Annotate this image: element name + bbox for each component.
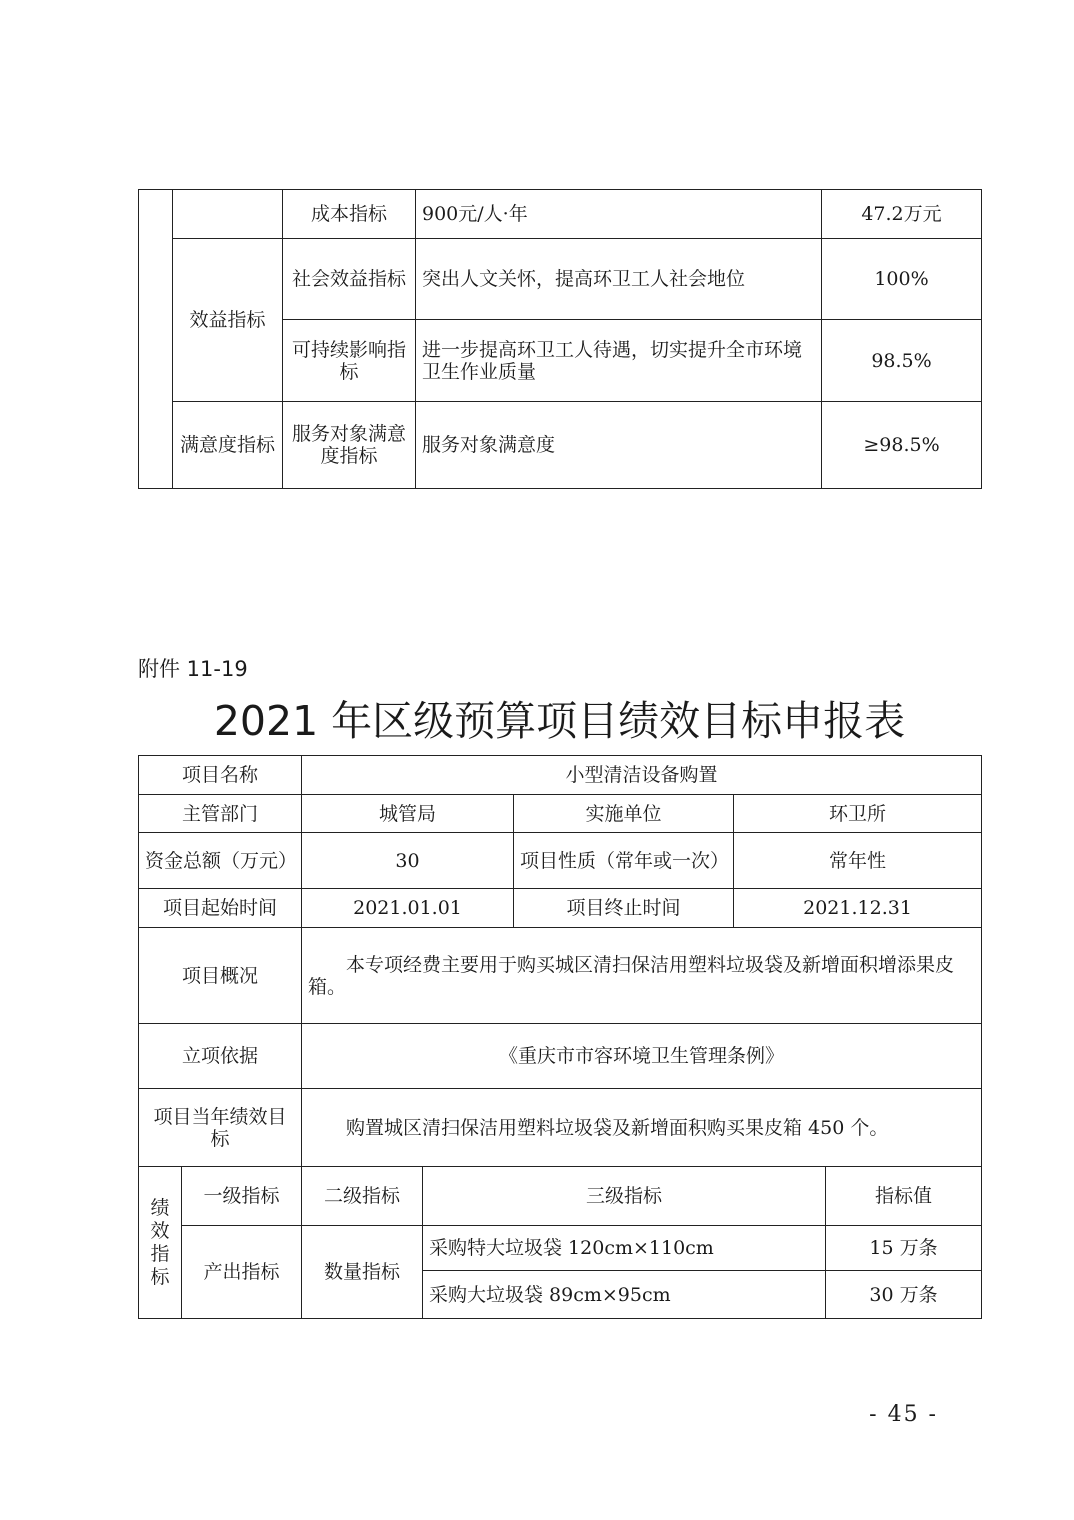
project-name-value: 小型清洁设备购置 (302, 756, 982, 795)
sustain-metric-label: 可持续影响指标 (283, 320, 416, 402)
start-date-label: 项目起始时间 (139, 889, 302, 928)
indicator-value: 15 万条 (826, 1226, 982, 1271)
table1-side-cell (139, 190, 173, 489)
end-date-label: 项目终止时间 (514, 889, 734, 928)
social-metric-value: 100% (822, 239, 982, 320)
service-satisfaction-label: 服务对象满意度指标 (283, 402, 416, 489)
fund-value: 30 (302, 833, 514, 889)
service-satisfaction-value: ≥98.5% (822, 402, 982, 489)
header-level2: 二级指标 (302, 1167, 423, 1226)
form-title: 2021 年区级预算项目绩效目标申报表 (213, 697, 906, 745)
output-indicator-label: 产出指标 (182, 1226, 302, 1319)
satisfaction-metric-label: 满意度指标 (173, 402, 283, 489)
dept-label: 主管部门 (139, 795, 302, 833)
header-level3: 三级指标 (423, 1167, 826, 1226)
impl-value: 环卫所 (734, 795, 982, 833)
nature-label: 项目性质（常年或一次） (514, 833, 734, 889)
attachment-label: 附件 11-19 (138, 657, 248, 681)
cost-metric-detail: 900元/人·年 (416, 190, 822, 239)
social-metric-label: 社会效益指标 (283, 239, 416, 320)
sustain-metric-detail: 进一步提高环卫工人待遇，切实提升全市环境卫生作业质量 (416, 320, 822, 402)
budget-target-form (138, 755, 982, 1319)
indicator-item: 采购特大垃圾袋 120cm×110cm (423, 1226, 826, 1271)
cost-metric-value: 47.2万元 (822, 190, 982, 239)
annual-goal-label: 项目当年绩效目标 (139, 1089, 302, 1167)
page-number: - 45 - (869, 1402, 938, 1427)
perf-indicator-label: 绩效指标 (139, 1167, 182, 1319)
cost-metric-label: 成本指标 (283, 190, 416, 239)
indicator-item: 采购大垃圾袋 89cm×95cm (423, 1271, 826, 1319)
nature-value: 常年性 (734, 833, 982, 889)
header-value: 指标值 (826, 1167, 982, 1226)
dept-value: 城管局 (302, 795, 514, 833)
fund-label: 资金总额（万元） (139, 833, 302, 889)
basis-label: 立项依据 (139, 1024, 302, 1089)
end-date-value: 2021.12.31 (734, 889, 982, 928)
social-metric-detail: 突出人文关怀，提高环卫工人社会地位 (416, 239, 822, 320)
table1-blank-cell (173, 190, 283, 239)
benefit-metric-label: 效益指标 (173, 239, 283, 402)
project-name-label: 项目名称 (139, 756, 302, 795)
header-level1: 一级指标 (182, 1167, 302, 1226)
overview-label: 项目概况 (139, 928, 302, 1024)
quantity-indicator-label: 数量指标 (302, 1226, 423, 1319)
impl-label: 实施单位 (514, 795, 734, 833)
service-satisfaction-detail: 服务对象满意度 (416, 402, 822, 489)
annual-goal-text: 购置城区清扫保洁用塑料垃圾袋及新增面积购买果皮箱 450 个。 (302, 1089, 982, 1167)
overview-text: 本专项经费主要用于购买城区清扫保洁用塑料垃圾袋及新增面积增添果皮箱。 (302, 928, 982, 1024)
basis-text: 《重庆市市容环境卫生管理条例》 (302, 1024, 982, 1089)
sustain-metric-value: 98.5% (822, 320, 982, 402)
indicator-value: 30 万条 (826, 1271, 982, 1319)
start-date-value: 2021.01.01 (302, 889, 514, 928)
performance-table-continued (138, 189, 982, 489)
